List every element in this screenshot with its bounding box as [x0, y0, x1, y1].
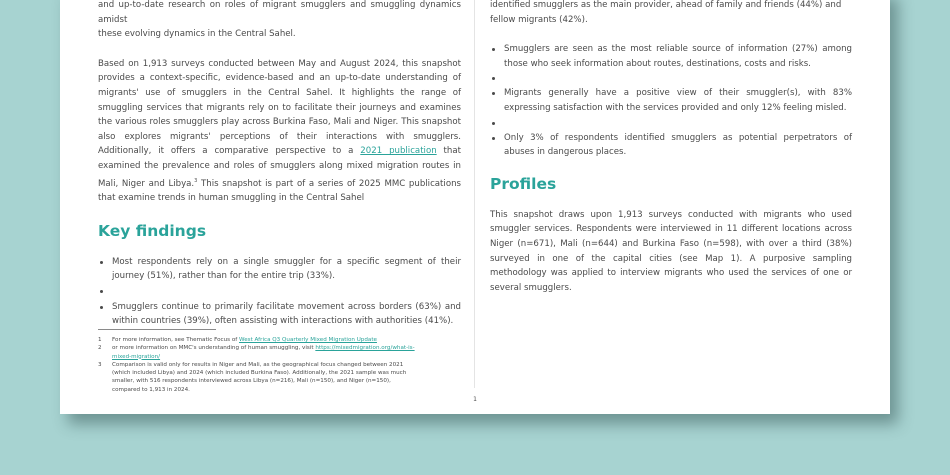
document-page: [60, 0, 890, 414]
column-divider: [474, 0, 475, 388]
footnotes: [98, 336, 418, 394]
key-findings-heading: Key findings: [98, 221, 207, 240]
2021-publication-link[interactable]: 2021 publication: [360, 146, 437, 157]
footnote-rule: [98, 329, 216, 330]
finding-item: Most respondents rely on a single smuggler for a specific segment of their journey (51%), rather than for the entire trip (33%).: [98, 255, 461, 284]
finding-item: Only 3% of respondents identified smugglers as potential perpetrators of abuses in dangerous places.: [490, 131, 852, 160]
intro-text: and up-to-date research on roles of migrant smugglers and smuggling dynamics amidst these evolving dynamics in the Central Sahel.: [98, 0, 461, 40]
mixed-migration-link[interactable]: https://mixedmigration.org/what-is-mixed-migration/: [112, 345, 415, 360]
list-spacer: [98, 284, 461, 300]
page-number: 1: [473, 396, 477, 403]
finding-item: Smugglers are seen as the most reliable source of information (27%) among those who seek information about routes, destinations, costs and risks.: [490, 42, 852, 71]
left-column: [98, 0, 461, 329]
key-findings-list: [98, 255, 461, 329]
overview-paragraph: Based on 1,913 surveys conducted between May and August 2024, this snapshot provides a context-specific, evidence-based and an up-to-date understanding of migrants' use of smugglers in the Central Sahel. It highlights the range of smuggling services that migrants rely on to facilitate their journeys and examines the various roles smugglers play across Burkina Faso, Mali and Niger. This snapshot also explores migrants' perceptions of their interactions with smugglers. Additionally, it offers a comparative perspective to a 2021 publication that examined the prevalence and roles of smugglers along mixed migration routes in Mali, Niger and Libya.$^3$ This snapshot is part of a series of 2025 MMC publications that examine trends in human smuggling in the Central Sahel: [98, 58, 462, 203]
footnote-1: 1 For more information, see Thematic Focus of West Africa Q3 Quarterly Mixed Migration Update: [98, 337, 377, 343]
right-column: [490, 0, 852, 295]
list-spacer: [490, 116, 852, 131]
footnote-ref-3[interactable]: 3: [194, 177, 198, 184]
finding-item: Migrants generally have a positive view of their smuggler(s), with 83% expressing satisfaction with the services provided and only 12% feeling misled.: [490, 86, 852, 115]
profiles-paragraph: This snapshot draws upon 1,913 surveys conducted with migrants who used smuggler services. Respondents were interviewed in 11 different locations across Niger (n=671), Mali (n=644) and Burkina Faso (n=598), with over a third (38%) surveyed in one of the capital cities (see Map 1). A purposive sampling methodology was applied to interview migrants who used the services of one or several smugglers.: [490, 209, 852, 293]
footnote-3: 3 Comparison is valid only for results in Niger and Mali, as the geographical focus changed between 2021 (which included Libya) and 2024 (which included Burkina Faso). Additionally, the 2021 sample was much smaller, with 516 respondents interviewed across Libya (n=216), Mali (n=150), and Niger (n=150), compared to 1,913 in 2024.: [98, 361, 407, 393]
findings-continued-list: [490, 42, 852, 160]
finding-item: Smugglers continue to primarily facilitate movement across borders (63%) and within countries (39%), often assisting with interactions with authorities (41%).: [98, 300, 461, 329]
quarterly-update-link[interactable]: West Africa Q3 Quarterly Mixed Migration Update: [239, 337, 377, 343]
footnote-2: 2 or more information on MMC's understanding of human smuggling, visit https://mixedmigration.org/what-is-mixed-migration/: [98, 345, 415, 360]
continued-text: identified smugglers as the main provider, ahead of family and friends (44%) and fellow migrants (42%).: [490, 0, 842, 25]
list-spacer: [490, 71, 852, 86]
profiles-heading: Profiles: [490, 174, 557, 193]
